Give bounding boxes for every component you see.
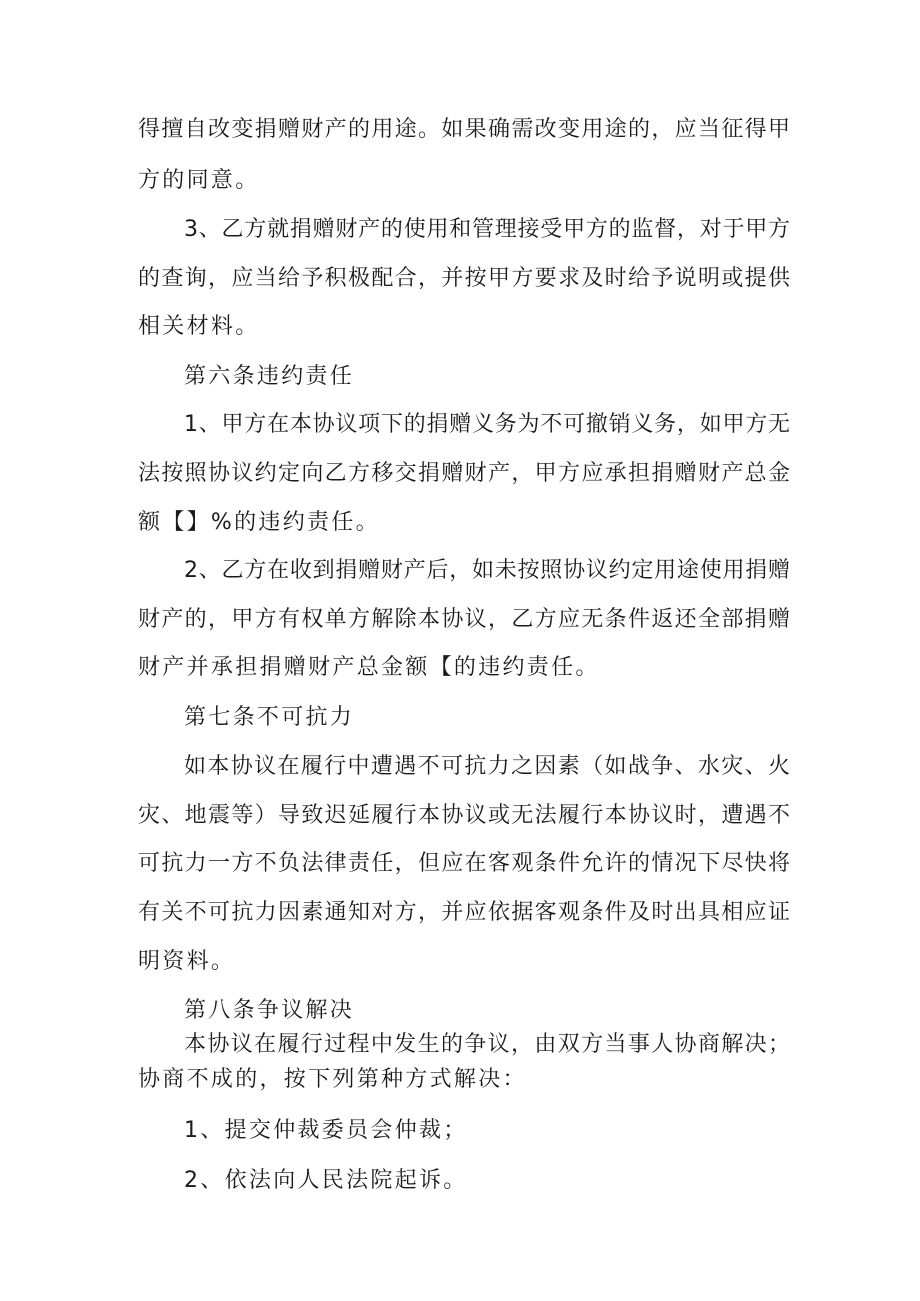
paragraph-line: 可抗力一方不负法律责任，但应在客观条件允许的情况下尽快将 bbox=[138, 851, 790, 876]
paragraph-line: 有关不可抗力因素通知对方，并应依据客观条件及时出具相应证 bbox=[138, 900, 790, 925]
paragraph-line: 明资料。 bbox=[138, 949, 236, 974]
section-heading: 第八条争议解决 bbox=[184, 998, 355, 1023]
paragraph-line: 如本协议在履行中遭遇不可抗力之因素（如战争、水灾、火 bbox=[184, 754, 790, 779]
paragraph-line: 财产并承担捐赠财产总金额【的违约责任。 bbox=[138, 655, 600, 680]
paragraph-line: 本协议在履行过程中发生的争议，由双方当事人协商解决； bbox=[184, 1032, 790, 1057]
paragraph-line: 灾、地震等）导致迟延履行本协议或无法履行本协议时，遭遇不 bbox=[138, 803, 790, 828]
list-item: 1、提交仲裁委员会仲裁； bbox=[184, 1118, 468, 1143]
paragraph-line: 的查询，应当给予积极配合，并按甲方要求及时给予说明或提供 bbox=[138, 266, 790, 291]
paragraph-line: 2、乙方在收到捐赠财产后，如未按照协议约定用途使用捐赠 bbox=[184, 558, 790, 583]
paragraph-line: 得擅自改变捐赠财产的用途。如果确需改变用途的，应当征得甲 bbox=[138, 117, 790, 142]
paragraph-line: 额【】%的违约责任。 bbox=[138, 510, 380, 535]
paragraph-line: 1、甲方在本协议项下的捐赠义务为不可撤销义务，如甲方无 bbox=[184, 412, 790, 437]
paragraph-line: 相关材料。 bbox=[138, 314, 260, 339]
list-item: 2、依法向人民法院起诉。 bbox=[184, 1168, 468, 1193]
section-heading: 第六条违约责任 bbox=[184, 364, 355, 389]
section-heading: 第七条不可抗力 bbox=[184, 705, 355, 730]
paragraph-line: 财产的，甲方有权单方解除本协议，乙方应无条件返还全部捐赠 bbox=[138, 607, 790, 632]
paragraph-line: 方的同意。 bbox=[138, 168, 260, 193]
paragraph-line: 协商不成的，按下列第种方式解决： bbox=[138, 1067, 527, 1092]
paragraph-line: 法按照协议约定向乙方移交捐赠财产，甲方应承担捐赠财产总金 bbox=[138, 461, 790, 486]
paragraph-line: 3、乙方就捐赠财产的使用和管理接受甲方的监督，对于甲方 bbox=[184, 217, 790, 242]
